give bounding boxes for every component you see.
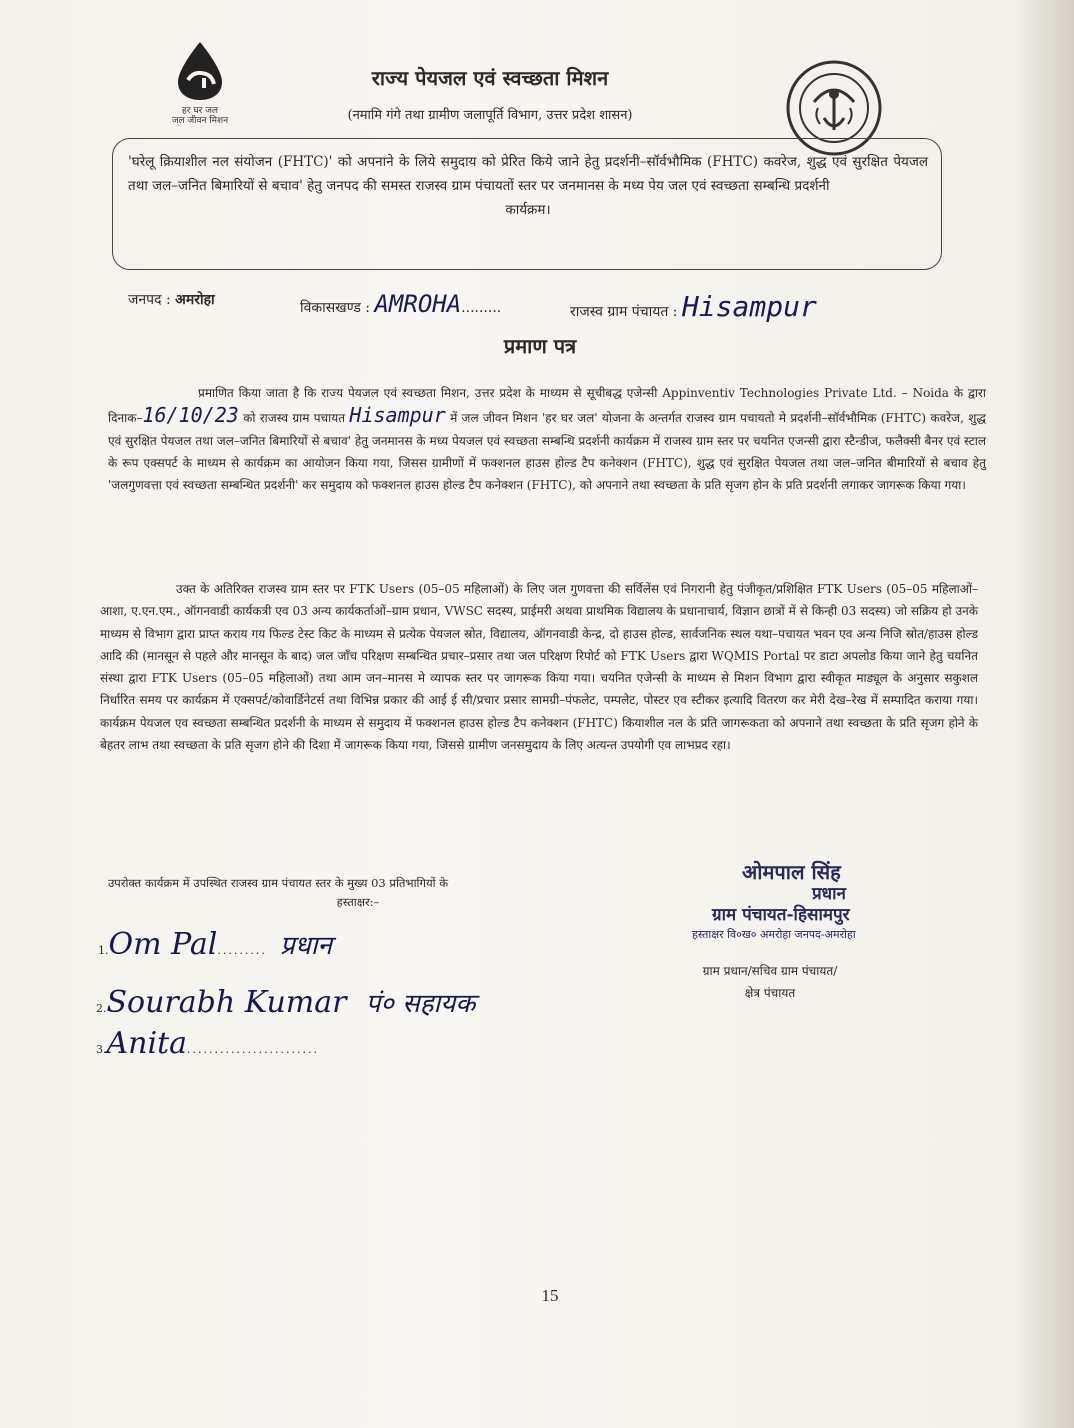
signature-1-role: प्रधान (279, 931, 332, 961)
stamp-org: ग्राम पंचायत-हिसामपुर (712, 905, 850, 925)
signature-2: 2.Sourabh Kumar पं० सहायक (96, 985, 476, 1020)
block-field: विकासखण्ड : AMROHA......... (300, 290, 502, 318)
signature-1: 1.Om Pal......... प्रधान (98, 927, 332, 962)
certificate-title: प्रमाण पत्र (503, 334, 577, 358)
signature-2-role: पं० सहायक (365, 989, 476, 1019)
participants-note-line1: उपरोक्त कार्यक्रम में उपस्थित राजस्व ग्राम पंचायत स्तर के मुख्य 03 प्रतिभागियों के (108, 876, 449, 890)
signature-1-name: Om Pal (108, 927, 218, 962)
program-title-text (128, 150, 928, 222)
participants-note-line2: हस्ताक्षर:– (336, 895, 380, 909)
logo-caption-1: हर घर जल (182, 106, 218, 116)
stamp-title: प्रधान (812, 884, 846, 904)
program-date: 16/10/23 (142, 403, 239, 428)
para1-part-b: को राजस्व ग्राम पचायत (243, 411, 346, 426)
para1-part-a: प्रमाणित किया जाता है कि राज्य पेयजल एवं स्वच्छता मिशन, उत्तर प्रदेश के माध्यम से सूचीबद्ध एजेन्सी Appinventiv Technologies Private Ltd. – Noida के द्वारा दिनाक– (108, 386, 986, 426)
signature-3-name: Anita (106, 1026, 188, 1061)
page-number: 15 (541, 1286, 559, 1305)
page-edge-shadow (1014, 0, 1074, 1428)
village-name: Hisampur (349, 403, 446, 428)
block-value: AMROHA (374, 290, 462, 318)
signatory-role (640, 960, 900, 1004)
para1-part-c: में जल जीवन मिशन 'हर घर जल' योजना के अन्तर्गत राजस्व ग्राम पचायतो मे प्रदर्शनी–सॉर्वभौमिक (FHTC) कवरेज, शुद्ध एवं सुरक्षित पेयजल तथा जल–जनित बिमारियों से बचाव' हेतु जनमानस के मध्य पेयजल एवं स्वच्छता सम्बन्धि प्रदर्शनी कार्यक्रम में राजस्व ग्राम स्तर पर चयनित एजन्सी द्वारा स्टैन्डीज, फलैक्सी बैनर एवं स्टाल के रूप एक्सपर्ट के माध्यम से कार्यक्रम का आयोजन किया गया, जिसस ग्रामीणों में फक्शनल हाउस होल्ड टैप कनेक्शन (FHTC), शुद्ध एवं सुरक्षित पेयजल तथा जल–जनित बीमारियों से बचाव हेतु 'जलगुणवत्ता एवं स्वच्छता सम्बन्धित प्रदर्शनी' कर समुदाय को फक्शनल हाउस होल्ड टैप कनेक्शन (FHTC), को अपनाने तथा स्वच्छता के प्रति सृजग होन के प्रति प्रदर्शनी लगाकर जागरूक किया गया। (108, 411, 986, 493)
signature-3: 3.Anita........................ (96, 1026, 319, 1061)
page-subtitle: (नमामि गंगे तथा ग्रामीण जलापूर्ति विभाग, उत्तर प्रदेश शासन) (347, 108, 633, 123)
paragraph-2: उक्त के अतिरिक्त राजस्व ग्राम स्तर पर FTK Users (05–05 महिलाओं) के लिए जल गुणवत्ता की सर्विलेंस एवं निगरानी हेतु पंजीकृत/प्रशिक्षित FTK Users (05–05 महिलाओं–आशा, ए.एन.एम., ऑगनवाडी कार्यकत्री एव 03 अन्य कार्यकर्ताओं–ग्राम प्रधान, VWSC सदस्य, प्राईमरी अथवा प्राथमिक विद्यालय के प्रधानाचार्य, विज्ञान छात्रों में से किन्ही 03 सदस्य) जो सक्रिय हो उनके माध्यम से विभाग द्वारा प्राप्त कराय गय फिल्ड टेस्ट किट के माध्यम से प्रत्येक पेयजल स्रोत, विद्यालय, ऑगनवाडी केन्द्र, दो हाउस होल्ड, सार्वजनिक स्थल यथा–पचायत भवन एव अन्य निजि स्रोत/हाउस होल्ड आदि की (मानसून से पहले और मानसून के बाद) जल जाँच परिक्षण सम्बन्धित प्रचार–प्रसार तथा जल परिक्षण रिपोर्ट को FTK Users द्वारा WQMIS Portal पर डाटा अपलोड किया जाने हेतु चयनित संस्था द्वारा FTK Users (05–05 महिलाओं) तथा आम जन–मानस मे व्यापक स्तर पर जागरूक किया गया। चयनित एजेन्सी के माध्यम से मिशन विभाग द्वारा स्वीकृत माड्यूल के अनुसार सकुशल निर्धारित समय पर कार्यक्रम में एक्सपर्ट/कोवार्डिनेटर्स तथा विभिन्न प्रकार की आई ई सी/प्रचार प्रसार सामग्री–पंफलेट, पम्पलेट, पोस्टर एव स्टीकर इत्यादि वितरण कर मेरी देख–रेख में सम्पादित कराया गया। कार्यक्रम पेयजल एव स्वच्छता सम्बन्धित प्रदर्शनी के माध्यम से समुदाय में फक्शनल हाउस होल्ड टैप कनेक्शन (FHTC) कियाशील नल के प्रति जागरूकता को अपनाने तथा स्वच्छता के प्रति सृजग होने के बेहतर लाभ तथा स्वच्छता के प्रति सृजग होने की दिशा में जागरूक किया गया, जिससे ग्रामीण जनसमुदाय के लिए अत्यन्त उपयोगी एव लाभप्रद रहा। (100, 582, 978, 753)
signatory-role-line2: क्षेत्र पंचायत (744, 986, 796, 1000)
panchayat-field (570, 290, 817, 323)
block-label: विकासखण्ड : (300, 300, 371, 316)
signature-2-name: Sourabh Kumar (106, 985, 347, 1020)
signatory-role-line1: ग्राम प्रधान/सचिव ग्राम पंचायत/ (702, 964, 838, 978)
logo-caption-2: जल जीवन मिशन (171, 116, 229, 126)
program-title-last-line: कार्यक्रम। (505, 202, 551, 218)
panchayat-label: राजस्व ग्राम पंचायत : (570, 304, 678, 320)
stamp-location: हस्ताक्षर वि०ख० अमरोहा जनपद-अमरोहा (692, 928, 856, 941)
page-title: राज्य पेयजल एवं स्वच्छता मिशन (371, 66, 609, 90)
participants-note (108, 874, 608, 912)
district-label: जनपद : (128, 292, 171, 308)
water-drop-icon (172, 40, 228, 102)
paragraph-1 (108, 382, 986, 496)
district-field (128, 290, 215, 309)
program-title-body: 'घरेलू क्रियाशील नल संयोजन (FHTC)' को अपनाने के लिये समुदाय को प्रेरित किये जाने हेतु प्रदर्शनी–सॉर्वभौमिक (FHTC) कवरेज, शुद्ध एवं सुरक्षित पेयजल तथा जल–जनित बिमारियों से बचाव' हेतु जनपद की समस्त राजस्व ग्राम पंचायतों स्तर पर जनमानस के मध्य पेय जल एवं स्वच्छता सम्बन्धि प्रदर्शनी (128, 154, 928, 194)
pradhan-stamp (692, 858, 972, 942)
stamp-name: ओमपाल सिंह (742, 860, 841, 884)
panchayat-value: Hisampur (681, 290, 817, 323)
district-value: अमरोहा (175, 292, 215, 308)
